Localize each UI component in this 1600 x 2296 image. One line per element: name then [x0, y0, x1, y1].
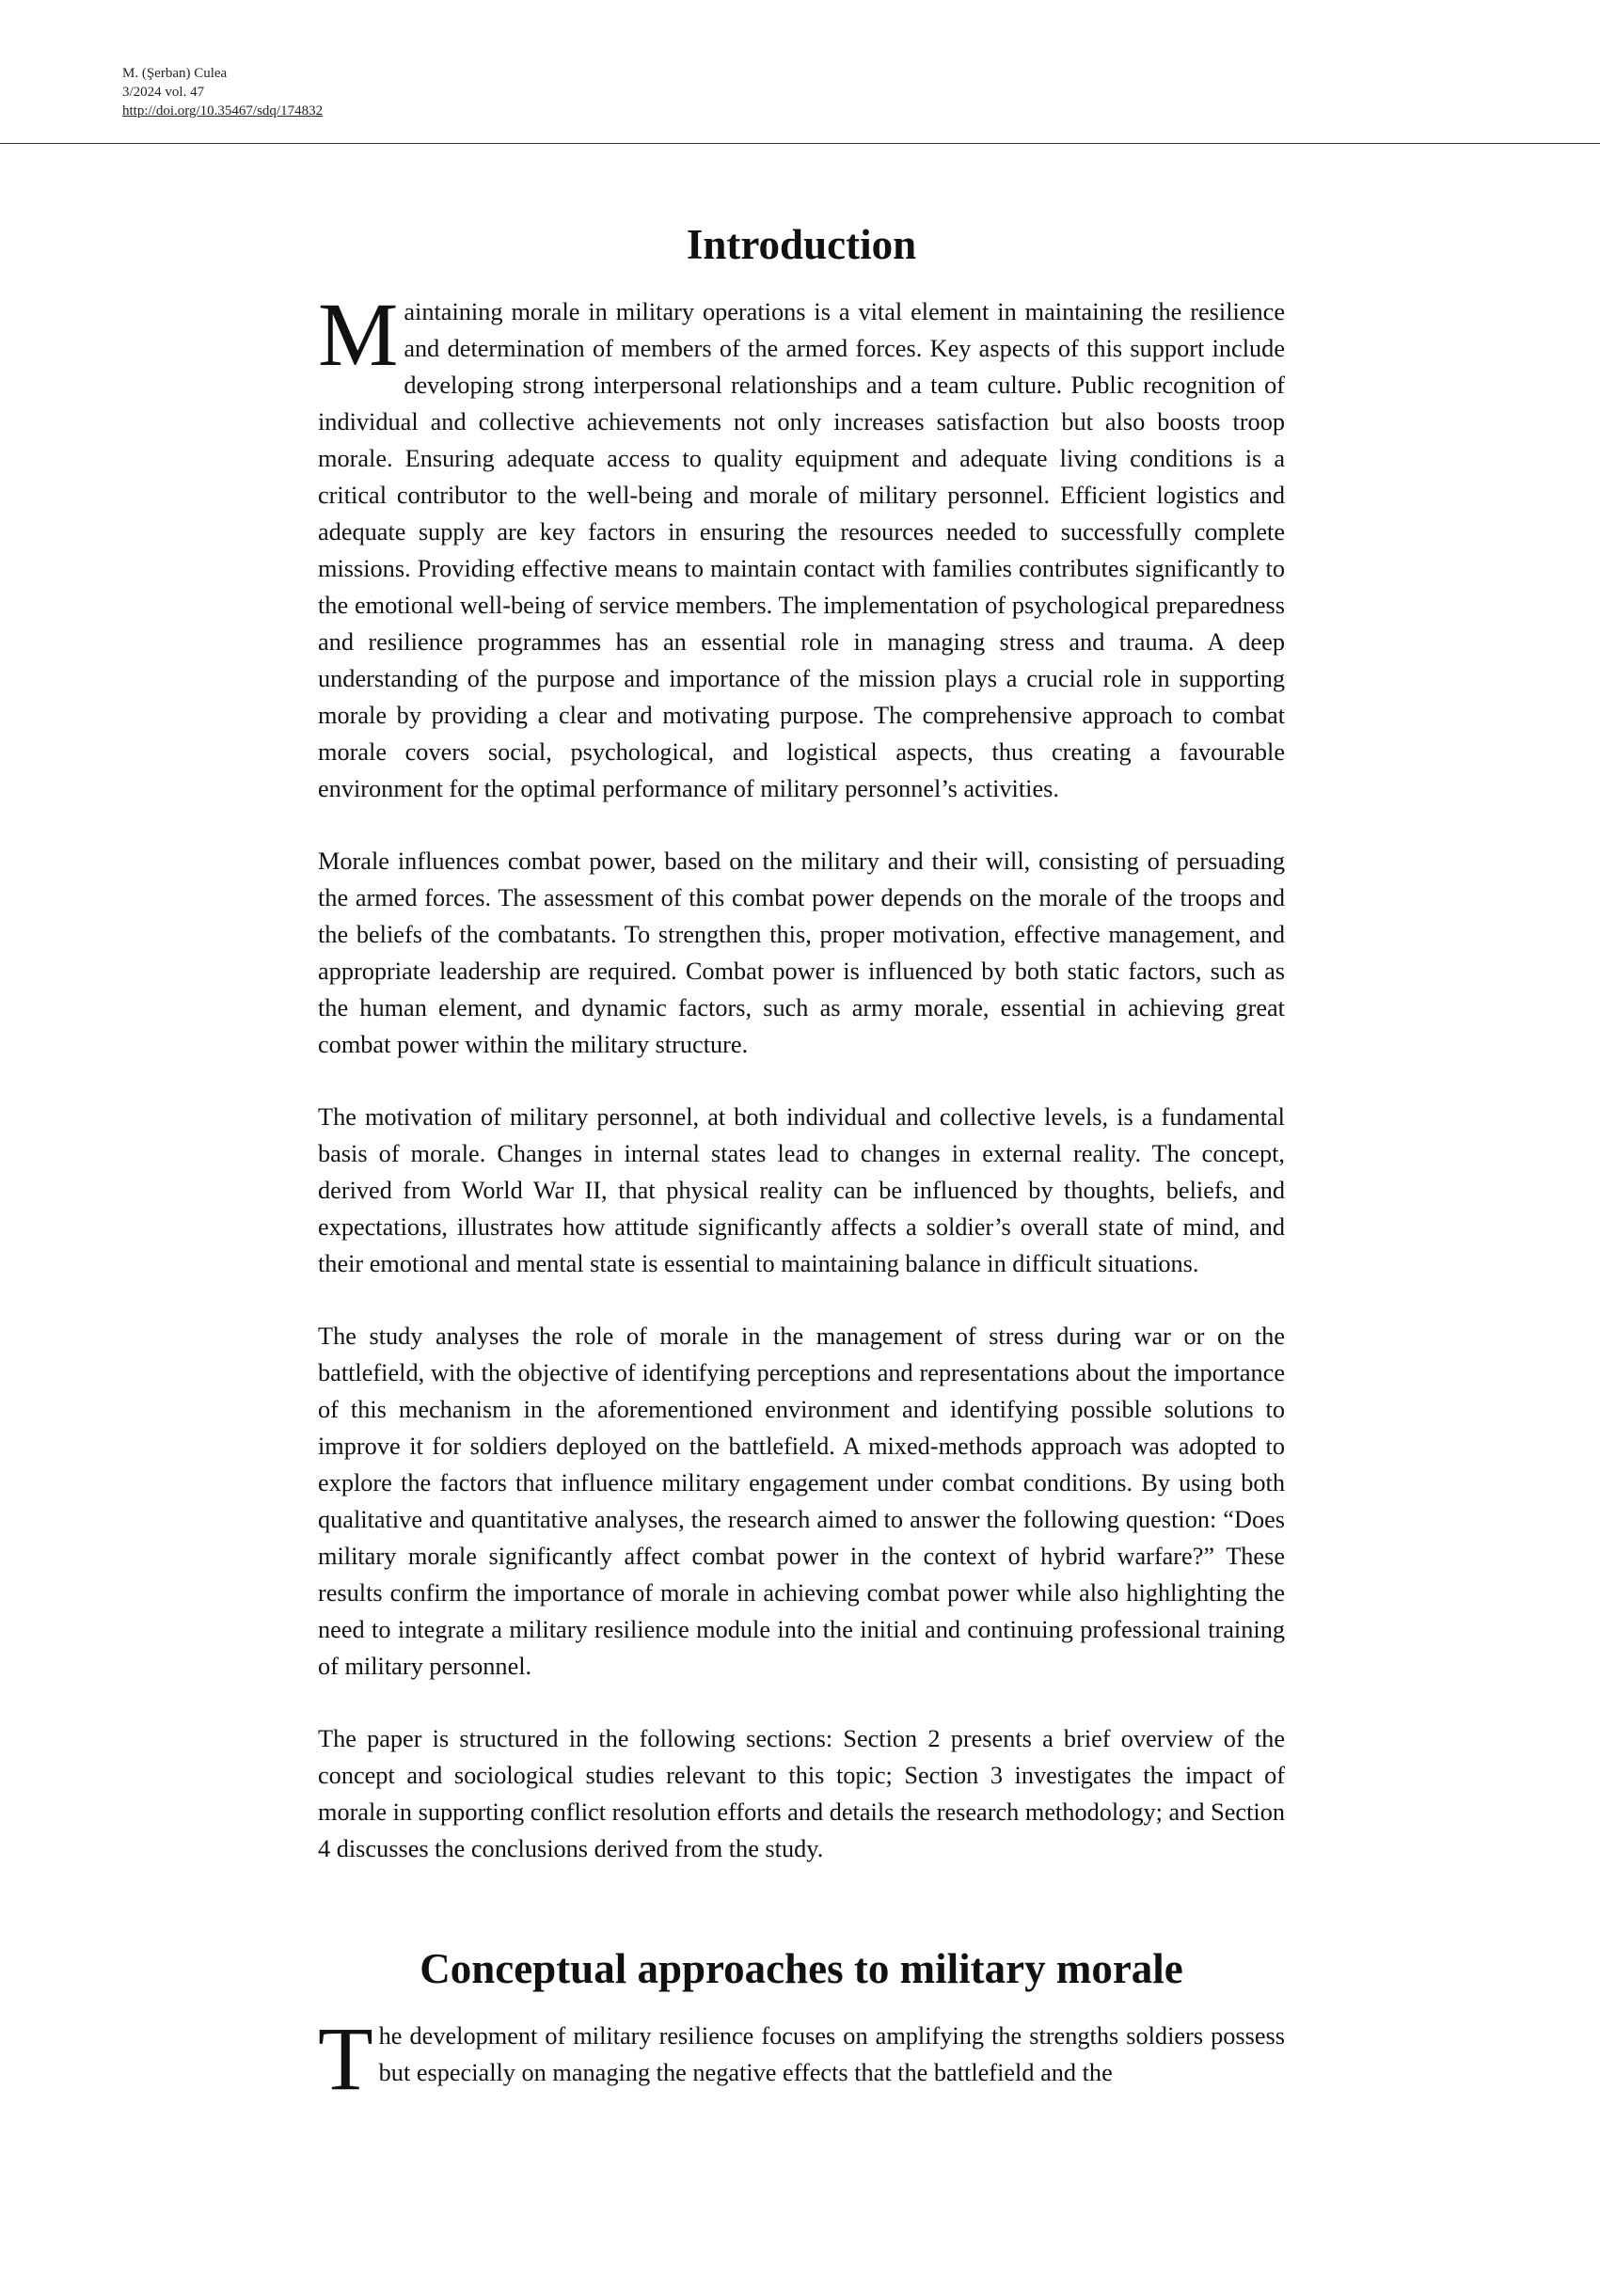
section-title-introduction: Introduction	[686, 221, 917, 268]
running-head	[122, 64, 323, 120]
intro-paragraph-5: The paper is structured in the following sections: Section 2 presents a brief overview of the concept and sociological studies relevant to this topic; Section 3 investigates the impact of morale in supporting conflict resolution efforts and details the research methodology; and Section 4 discusses the conclusions derived from the study.	[318, 1725, 1285, 1862]
intro-paragraph-1	[318, 284, 1285, 807]
dropcap: M	[318, 284, 399, 385]
intro-paragraph-1-text: aintaining morale in military operations is a vital element in maintaining the resilience and determination of members of the armed forces. Key aspects of this support include developing strong interpersonal relationships and a team culture. Public recognition of individual and collective achievements not only increases satisfaction but also boosts troop morale. Ensuring adequate access to quality equipment and adequate living conditions is a critical contributor to the well-being and morale of military personnel. Efficient logistics and adequate supply are key factors in ensuring the resources needed to successfully complete missions. Providing effective means to maintain contact with families contributes significantly to the emotional well-being of service members. The implementation of psychological preparedness and resilience programmes has an essential role in managing stress and trauma. A deep understanding of the purpose and importance of the mission plays a crucial role in supporting morale by providing a clear and motivating purpose. The comprehensive approach to combat morale covers social, psychological, and logistical aspects, thus creating a favourable environment for the optimal performance of military personnel’s activities.	[318, 298, 1285, 802]
article-body	[318, 216, 1285, 2127]
intro-paragraph-2: Morale influences combat power, based on the military and their will, consisting of persuading the armed forces. The assessment of this combat power depends on the morale of the troops and the beliefs of the combatants. To strengthen this, proper motivation, effective management, and appropriate leadership are required. Combat power is influenced by both static factors, such as the human element, and dynamic factors, such as army morale, essential in achieving great combat power within the military structure.	[318, 847, 1285, 1058]
dropcap: T	[318, 2008, 373, 2109]
intro-paragraph-4: The study analyses the role of morale in the management of stress during war or on the battlefield, with the objective of identifying perceptions and representations about the importance of this mechanism in the aforementioned environment and identifying possible solutions to improve it for soldiers deployed on the battlefield. A mixed-methods approach was adopted to explore the factors that influence military engagement under combat conditions. By using both qualitative and quantitative analyses, the research aimed to answer the following question: “Does military morale significantly affect combat power in the context of hybrid warfare?” These results confirm the importance of morale in achieving combat power while also highlighting the need to integrate a military resilience module into the initial and continuing professional training of military personnel.	[318, 1322, 1285, 1680]
running-head-doi-link[interactable]: http://doi.org/10.35467/sdq/174832	[122, 103, 324, 119]
header-divider	[0, 143, 1600, 144]
intro-paragraph-3: The motivation of military personnel, at both individual and collective levels, is a fundamental basis of morale. Changes in internal states lead to changes in external reality. The concept, derived from World War II, that physical reality can be influenced by thoughts, beliefs, and expectations, illustrates how attitude significantly affects a soldier’s overall state of mind, and their emotional and mental state is essential to maintaining balance in difficult situations.	[318, 1103, 1285, 1277]
running-head-author: M. (Şerban) Culea	[122, 66, 228, 81]
concept-paragraph-1-text: he development of military resilience focuses on amplifying the strengths soldiers possess but especially on managing the negative effects that the battlefield and the	[378, 2022, 1285, 2086]
concept-paragraph-1	[318, 2008, 1285, 2109]
running-head-issue: 3/2024 vol. 47	[122, 85, 205, 100]
section-title-conceptual-approaches: Conceptual approaches to military morale	[420, 1945, 1183, 1992]
